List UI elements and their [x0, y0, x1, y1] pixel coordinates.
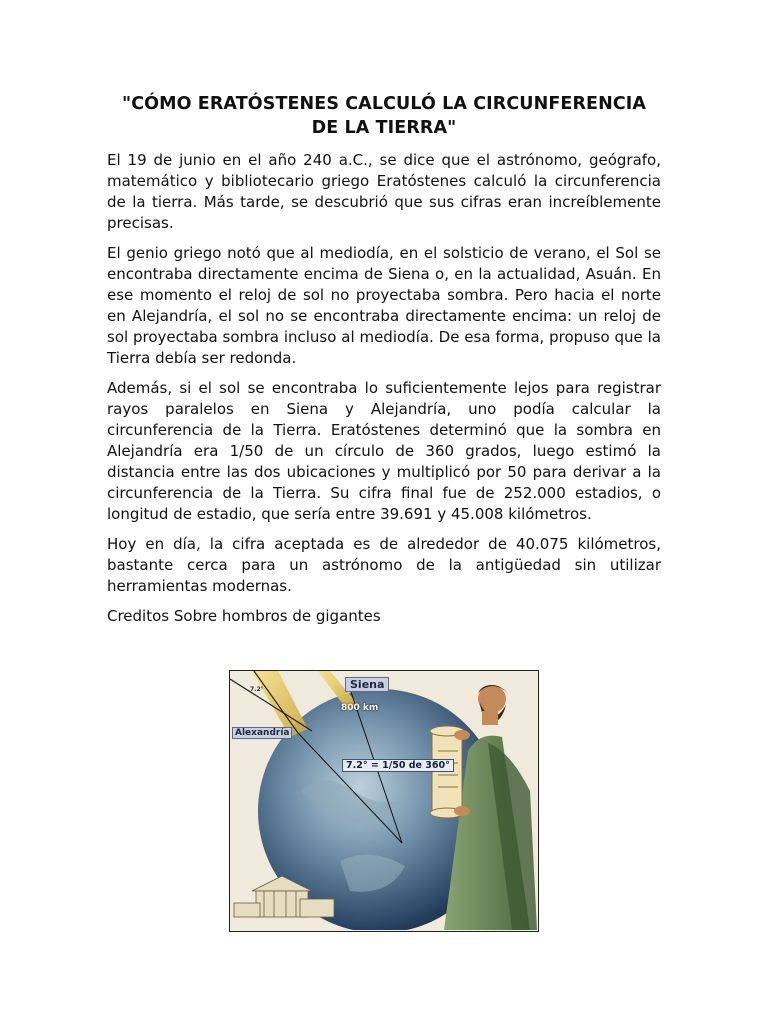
label-angle: 7.2° = 1/50 de 360°	[342, 759, 454, 772]
paragraph-intro: El 19 de junio en el año 240 a.C., se dice que el astrónomo, geógrafo, matemático y bibliotecario griego Eratóstenes calculó la circunferencia de la tierra. Más tarde, se descubrió que sus cifras eran increíblemente precisas.	[107, 151, 661, 232]
label-distance: 800 km	[341, 703, 379, 713]
document-title: "CÓMO ERATÓSTENES CALCULÓ LA CIRCUNFERENCIA DE LA TIERRA"	[121, 94, 647, 138]
eratosthenes-illustration	[229, 670, 539, 932]
paragraph-calculation: Además, si el sol se encontraba lo suficientemente lejos para registrar rayos paralelos en Siena y Alejandría, uno podía calcular la circunferencia de la Tierra. Eratóstenes determinó que la sombra en Alejandría era 1/50 de un círculo de 360 grados, luego estimó la distancia entre las dos ubicaciones y multiplicó por 50 para derivar a la circunferencia de la Tierra. Su cifra final fue de 252.000 estadios, o longitud de estadio, que sería entre 39.691 y 45.008 kilómetros.	[107, 379, 661, 523]
label-alexandria: Alexandría	[232, 727, 292, 739]
credits-line: Creditos Sobre hombros de gigantes	[107, 607, 381, 625]
paragraph-observation: El genio griego notó que al mediodía, en el solsticio de verano, el Sol se encontraba directamente encima de Siena o, en la actualidad, Asuán. En ese momento el reloj de sol no proyectaba sombra. Pero hacia el norte en Alejandría, el sol no se encontraba directamente encima: un reloj de sol proyectaba sombra incluso al mediodía. De esa forma, propuso que la Tierra debía ser redonda.	[107, 244, 661, 367]
scroll	[430, 726, 464, 818]
paragraph-today: Hoy en día, la cifra aceptada es de alrededor de 40.075 kilómetros, bastante cerca para un astrónomo de la antigüedad sin utilizar herramientas modernas.	[107, 535, 661, 595]
label-siena: Siena	[345, 677, 389, 692]
label-small-angle: 7.2°	[250, 686, 264, 693]
illustration-drawing	[230, 671, 537, 930]
